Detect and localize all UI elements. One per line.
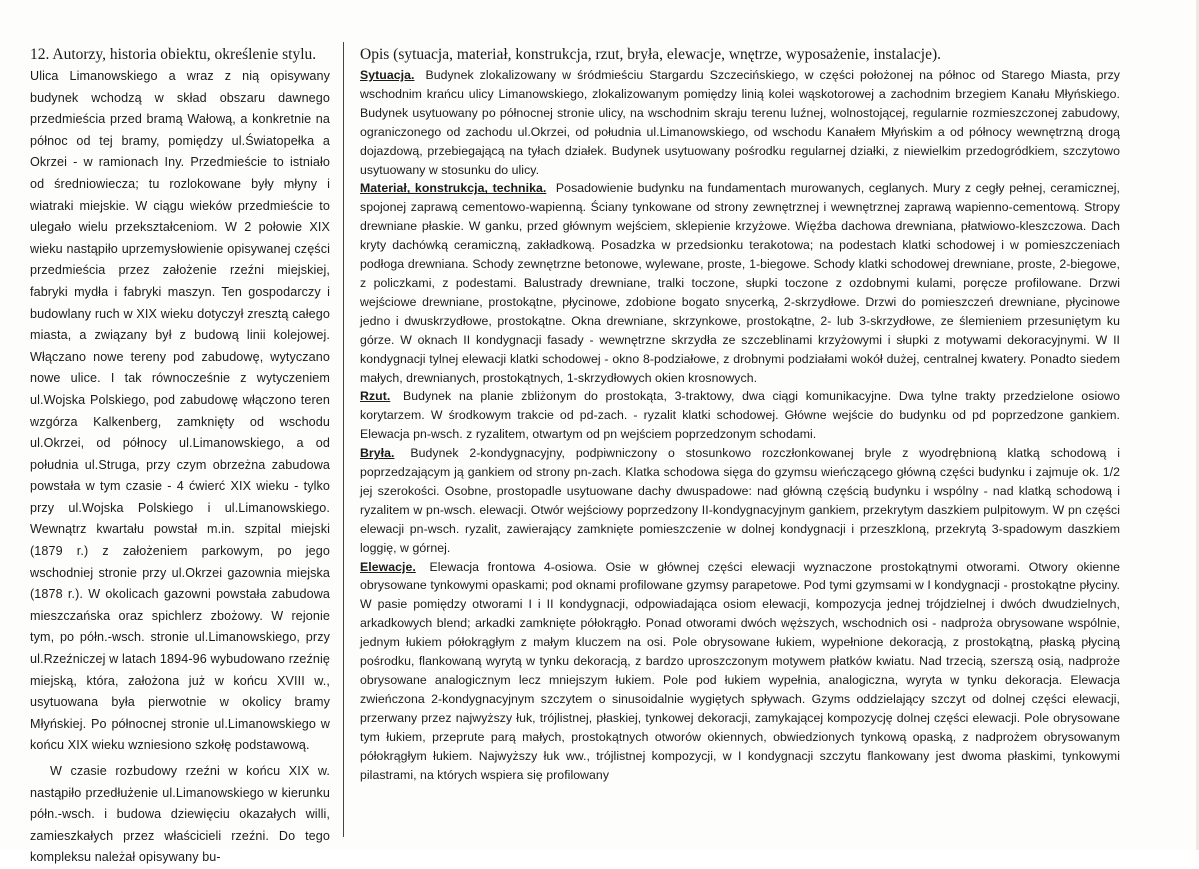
section-bryla <box>360 444 1120 557</box>
section-sytuacja <box>360 66 1120 179</box>
section-text: Budynek na planie zbliżonym do prostokąta, 3-traktowy, dwa ciągi komunikacyjne. Dwa tylne trakty przedzielone osiowo korytarzem. W środkowym trakcie od pd-zach. - ryzalit klatki schodowej. Główne wejście do budynku od pd poprzedzone gankiem. Elewacja pn-wsch. z ryzalitem, otwartym od pn wejściem poprzedzonym schodami. <box>360 389 1121 442</box>
section-title: Materiał, konstrukcja, technika. <box>360 181 547 196</box>
section-title: Rzut. <box>360 389 391 404</box>
section-text: Posadowienie budynku na fundamentach murowanych, ceglanych. Mury z cegły pełnej, ceramicznej, spojonej zaprawą cementowo-wapienną. Ściany tynkowane od strony zewnętrznej i wewnętrznej zaprawą wapienno-cementową. Stropy drewniane płaskie. W ganku, przed głównym wejściem, sklepienie krzyżowe. Więźba dachowa drewniana, płatwiowo-kleszczowa. Dach kryty dachówką ceramiczną, zakładkową. Posadzka w przedsionku terakotowa; na podestach klatki schodowej i w pomieszczeniach podłoga drewniana. Schody zewnętrzne betonowe, wylewane, proste, 1-biegowe. Schody klatki schodowej drewniane, proste, 2-biegowe, z policzkami, z podestami. Balustrady drewniane, tralki toczone, słupki toczone z ozdobnymi kulami, poręcze profilowane. Drzwi wejściowe drewniane, prostokątne, płycinowe, zdobione bogato snycerką, 2-skrzydłowe. Drzwi do pomieszczeń drewniane, płycinowe jedno i dwuskrzydłowe, prostokątne. Okna drewniane, skrzynkowe, prostokątne, 2- lub 3-skrzydłowe, ze ślemieniem przesuniętym ku górze. W oknach II kondygnacji fasady - wewnętrzne skrzydła ze szczeblinami krzyżowymi i słupki z motywami dekoracyjnymi. W II kondygnacji tylnej elewacji klatki schodowej - okno 8-podziałowe, z drobnymi podziałami wokół dużej, centralnej kwatery. Ponadto siedem małych, drewnianych, prostokątnych, 1-skrzydłowych okien krosnowych. <box>360 181 1120 385</box>
history-paragraph-2: W czasie rozbudowy rzeźni w końcu XIX w. nastąpiło przedłużenie ul.Limanowskiego w kierunku półn.-wsch. i budowa dziewięciu okazałych willi, zamieszkałych przez właścicieli rzeźni. Do tego kompleksu należał opisywany bu- <box>30 764 330 865</box>
section-title: Sytuacja. <box>360 68 415 82</box>
section-title: Elewacje. <box>360 559 416 574</box>
section-title: Bryła. <box>360 446 395 461</box>
section-text: Budynek 2-kondygnacyjny, podpiwniczony o stosunkowo rozczłonkowanej bryle z wyodrębnioną klatką schodową i poprzedzającym ją gankiem od strony pn-zach. Klatka schodowa sięga do gzymsu wieńczącego główną części budynku i zajmuje ok. 1/2 jej szerokości. Osobne, prostopadle usytuowane dachy dwuspadowe: nad główną częścią budynku i wspólny - nad klatką schodową i ryzalitem w pn-wsch. elewacji. Otwór wejściowy poprzedzony II-kondygnacyjnym gankiem, przekrytym daszkiem pulpitowym. W pn części elewacji pn-wsch. ryzalit, zawierający zamknięte pomieszczenie w dolnej kondygnacji i przeszkloną, przekrytą 3-spadowym daszkiem loggię, w górnej. <box>360 446 1120 555</box>
section-text: Elewacja frontowa 4-osiowa. Osie w głównej części elewacji wyznaczone prostokątnymi otworami. Otwory okienne obrysowane tynkowymi opaskami; pod oknami profilowane gzymsy parapetowe. Pod tymi gzymsami w I kondygnacji - prostokątne płyciny. W pasie pomiędzy otworami I i II kondygnacji, odpowiadająca osiom elewacji, kompozycja jednej trójdzielnej i dwóch dwudzielnych, arkadkowych blend; arkadki zamknięte półokrągło. Ponad otworami dwóch węższych, wschodnich osi - nadproża obrysowane wspólnie, jednym łukiem półokrągłym z małym kluczem na osi. Pole obrysowane łukiem, wypełnione dekoracją, z prostokątną, płaską płyciną pośrodku, flankowaną wyrytą w tynku dekoracją, z bardzo uproszczonym motywem płatków kwiatu. Nad trzecią, szerszą osią, nadproże obrysowane analogicznym lecz mniejszym łukiem. Pole pod łukiem wypełnia, analogiczna, wyryta w tynku dekoracja. Elewacja zwieńczona 2-kondygnacyjnym szczytem o sinusoidalnie wygiętych spływach. Gzyms oddzielający szczyt od dolnej części elewacji, przerwany przez najwyższy łuk, trójlistnej, płaskiej, tynkowej dekoracji, zamykającej kompozycję dolnej części elewacji. Pole obrysowane tym łukiem, przeprute parą małych, prostokątnych otworów okiennych, obwiedzionych tynkową opaską, z nadprożem obrysowanym półokrągłym łukiem. Najwyższy łuk ww., trójlistnej kompozycji, w I kondygnacji szczytu flankowany jest dwoma płaskimi, tynkowymi pilastrami, na których wspiera się profilowany <box>360 559 1120 782</box>
description-heading: Opis (sytuacja, materiał, konstrukcja, rzut, bryła, elewacje, wnętrze, wyposażenie, instalacje). <box>360 46 942 63</box>
column-divider <box>343 42 344 837</box>
section-material <box>360 179 1120 387</box>
section-12-heading: 12. Autorzy, historia obiektu, określenie stylu. <box>30 46 317 63</box>
right-column <box>360 44 1120 844</box>
section-elewacje <box>360 558 1120 785</box>
section-rzut <box>360 387 1120 444</box>
section-text: Budynek zlokalizowany w śródmieściu Stargardu Szczecińskiego, w części położonej na północ od Starego Miasta, przy wschodnim krańcu ulicy Limanowskiego, zlokalizowanym pomiędzy linią kolei wąskotorowej a zachodnim brzegiem Kanału Młyńskiego. Budynek usytuowany po północnej stronie ulicy, na wschodnim skraju terenu luźnej, wolnostojącej, regularnie rozmieszczonej zabudowy, ograniczonego od zachodu ul.Okrzei, od południa ul.Limanowskiego, od wschodu Kanałem Młyńskim a od północy wewnętrzną drogą dojazdową, przebiegającą na tyłach działek. Budynek usytuowany pośrodku regularnej działki, z niewielkim przedogródkiem, szczytowo usytuowany w stosunku do ulicy. <box>360 68 1120 177</box>
left-column <box>30 44 330 865</box>
history-paragraph-1: Ulica Limanowskiego a wraz z nią opisywany budynek wchodzą w skład obszaru dawnego przedmieścia przed bramą Wałową, a konkretnie na północ od tej bramy, pomiędzy ul.Światopełka a Okrzei - w ramionach Iny. Przedmieście to istniało od średniowiecza; tu rozlokowane były młyny i wiatraki miejskie. W ciągu wieków przedmieście to ulegało wielu przekształceniom. W 2 połowie XIX wieku nastąpiło uprzemysłowienie opisywanej części przedmieścia przez założenie rzeźni miejskiej, fabryki mydła i fabryki maszyn. Ten gospodarczy i budowlany ruch w XIX wieku dotyczył zresztą całego miasta, a związany był z budową linii kolejowej. Włączano nowe tereny pod zabudowę, wytyczano nowe ulice. I tak równocześnie z wytyczeniem ul.Wojska Polskiego, pod zabudowę włączono teren wzgórza Kalkenberg, zamknięty od wschodu ul.Okrzei, od północy ul.Limanowskiego, a od południa ul.Struga, przy czym obrzeżna zabudowa powstała w tym czasie - 4 ćwierć XIX wieku - tylko przy ul.Wojska Polskiego i ul.Limanowskiego. Wewnątrz kwartału powstał m.in. szpital miejski (1879 r.) z założeniem parkowym, po jego wschodniej stronie przy ul.Okrzei gazownia miejska (1878 r.). W okolicach gazowni powstała zabudowa mieszczańska oraz spichlerz zbożowy. W rejonie tym, po półn.-wsch. stronie ul.Limanowskiego, przy ul.Rzeźniczej w latach 1894-96 wybudowano rzeźnię miejską, która, założona już w końcu XVIII w., usytuowana była pierwotnie w okolicy bramy Młyńskiej. Po północnej stronie ul.Limanowskiego w końcu XIX wieku wzniesiono szkołę podstawową. <box>30 69 330 753</box>
